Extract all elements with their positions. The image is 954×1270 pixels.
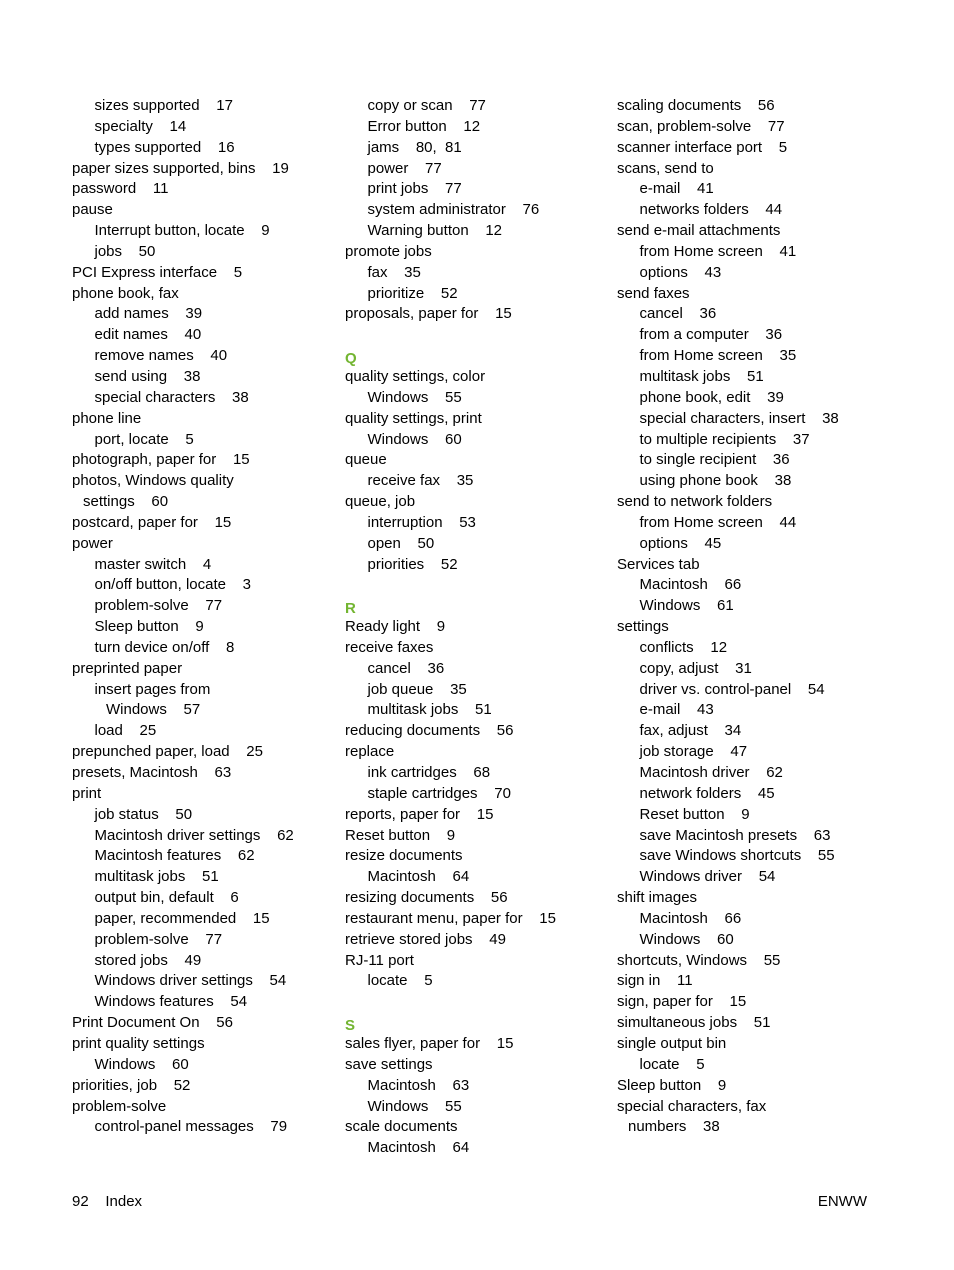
index-entry: quality settings, print <box>345 409 482 427</box>
index-entry: proposals, paper for 15 <box>345 305 512 323</box>
index-entry: Print Document On 56 <box>72 1014 233 1032</box>
index-subentry: Macintosh driver settings 62 <box>94 826 294 844</box>
index-column-2 <box>345 96 615 1159</box>
footer-doc-code: ENWW <box>817 1193 867 1210</box>
index-entry: retrieve stored jobs 49 <box>345 930 506 948</box>
index-subentry: types supported 16 <box>94 138 235 156</box>
index-subentry: from Home screen 44 <box>639 513 797 531</box>
index-subentry: to single recipient 36 <box>639 451 790 469</box>
index-subentry: Macintosh 63 <box>367 1076 470 1094</box>
index-subentry: Windows 60 <box>639 930 734 948</box>
index-subentry: stored jobs 49 <box>94 951 202 969</box>
index-subentry: options 43 <box>639 263 722 281</box>
index-subentry: add names 39 <box>94 305 203 323</box>
footer-page-label: 92 Index <box>72 1193 143 1210</box>
index-entry: shift images <box>617 889 698 907</box>
index-entry: simultaneous jobs 51 <box>617 1014 771 1032</box>
index-subentry: send using 38 <box>94 367 201 385</box>
index-subentry: problem-solve 77 <box>94 597 223 615</box>
index-subentry: job queue 35 <box>367 680 467 698</box>
index-subentry: driver vs. control-panel 54 <box>639 680 825 698</box>
index-entry: Reset button 9 <box>345 826 456 844</box>
index-entry: scanner interface port 5 <box>617 138 788 156</box>
index-entry: postcard, paper for 15 <box>72 513 232 531</box>
index-subentry: Windows 60 <box>94 1055 189 1073</box>
index-entry: reports, paper for 15 <box>345 805 494 823</box>
index-subentry: on/off button, locate 3 <box>94 576 252 594</box>
index-entry: receive faxes <box>345 638 434 656</box>
index-subentry: paper, recommended 15 <box>94 909 270 927</box>
index-subentry: to multiple recipients 37 <box>639 430 810 448</box>
index-subentry: Interrupt button, locate 9 <box>94 222 270 240</box>
index-entry: sign in 11 <box>617 972 693 990</box>
index-entry: phone book, fax <box>72 284 179 302</box>
index-subentry: Windows driver 54 <box>639 868 776 886</box>
index-entry: queue <box>345 451 387 469</box>
index-subentry: system administrator 76 <box>367 201 540 219</box>
index-subentry: e-mail 41 <box>639 180 714 198</box>
index-subentry: print jobs 77 <box>367 180 462 198</box>
index-entry: PCI Express interface 5 <box>72 263 243 281</box>
index-entry: photograph, paper for 15 <box>72 451 250 469</box>
index-entry: problem-solve <box>72 1097 167 1115</box>
index-subentry: special characters, insert 38 <box>639 409 839 427</box>
index-subentry: priorities 52 <box>367 555 458 573</box>
index-subentry: specialty 14 <box>94 117 187 135</box>
index-entry: scans, send to <box>617 159 714 177</box>
index-entry: special characters, fax <box>617 1097 767 1115</box>
index-entry: print <box>72 784 102 802</box>
index-subentry: Windows 61 <box>639 597 734 615</box>
index-subentry: Macintosh 66 <box>639 576 742 594</box>
index-entry: Services tab <box>617 555 700 573</box>
index-subentry: staple cartridges 70 <box>367 784 511 802</box>
index-subentry: load 25 <box>94 722 157 740</box>
index-subentry: networks folders 44 <box>639 201 783 219</box>
index-subentry: save Macintosh presets 63 <box>639 826 831 844</box>
index-entry: Sleep button 9 <box>617 1076 727 1094</box>
index-subentry: Macintosh 64 <box>367 868 470 886</box>
index-entry: send to network folders <box>617 493 773 511</box>
index-subentry: special characters 38 <box>94 388 249 406</box>
index-entry: resizing documents 56 <box>345 889 508 907</box>
index-entry: reducing documents 56 <box>345 722 514 740</box>
index-subentry: from Home screen 41 <box>639 242 797 260</box>
index-subentry: power 77 <box>367 159 442 177</box>
index-entry: send faxes <box>617 284 690 302</box>
index-entry: resize documents <box>345 847 463 865</box>
index-subentry: sizes supported 17 <box>94 97 233 114</box>
index-entry: scale documents <box>345 1118 458 1136</box>
index-subentry: Reset button 9 <box>639 805 750 823</box>
index-subentry: ink cartridges 68 <box>367 764 491 781</box>
index-entry: RJ-11 port <box>345 951 414 969</box>
index-entry: password 11 <box>72 180 169 198</box>
index-subentry: using phone book 38 <box>639 472 792 490</box>
index-entry: print quality settings <box>72 1034 205 1052</box>
index-subentry: Macintosh 64 <box>367 1139 470 1157</box>
index-subentry: receive fax 35 <box>367 472 474 490</box>
index-entry: replace <box>345 743 395 761</box>
index-subentry: edit names 40 <box>94 326 202 344</box>
index-subentry: problem-solve 77 <box>94 930 223 948</box>
index-subentry: Warning button 12 <box>367 222 503 240</box>
index-subentry: multitask jobs 51 <box>367 701 492 719</box>
index-entry: preprinted paper <box>72 659 183 677</box>
index-entry: shortcuts, Windows 55 <box>617 951 781 969</box>
index-subentry: open 50 <box>367 534 435 552</box>
index-entry: power <box>72 534 113 552</box>
index-subentry: fax, adjust 34 <box>639 722 742 740</box>
index-subentry: fax 35 <box>367 263 421 281</box>
index-entry: photos, Windows quality <box>72 472 234 490</box>
index-subentry: Macintosh features 62 <box>94 847 255 865</box>
index-entry: scan, problem-solve 77 <box>617 117 785 135</box>
index-subentry: network folders 45 <box>639 784 775 802</box>
index-subentry: phone book, edit 39 <box>639 388 784 406</box>
index-subentry: Windows 55 <box>367 1097 462 1115</box>
index-subentry: Error button 12 <box>367 117 481 135</box>
index-subentry: Macintosh driver 62 <box>639 764 783 781</box>
index-subentry: Windows 60 <box>367 430 462 448</box>
index-section-heading: R <box>345 600 356 618</box>
index-subentry: numbers 38 <box>628 1118 720 1136</box>
index-section-heading: Q <box>345 350 357 368</box>
index-subentry: cancel 36 <box>367 659 445 677</box>
index-column-1 <box>72 96 342 1138</box>
index-entry: Ready light 9 <box>345 618 446 636</box>
index-subentry: cancel 36 <box>639 305 717 323</box>
index-column-3 <box>617 96 887 1138</box>
index-subentry: Sleep button 9 <box>94 618 204 636</box>
index-entry: settings <box>617 618 669 636</box>
index-subentry: copy or scan 77 <box>367 97 486 114</box>
index-entry: sign, paper for 15 <box>617 993 747 1011</box>
index-subentry: port, locate 5 <box>94 430 194 448</box>
index-entry: scaling documents 56 <box>617 97 775 114</box>
index-subentry: locate 5 <box>367 972 433 990</box>
index-entry: send e-mail attachments <box>617 222 781 240</box>
index-subentry: Windows driver settings 54 <box>94 972 287 990</box>
index-entry: prepunched paper, load 25 <box>72 743 263 761</box>
index-subentry: multitask jobs 51 <box>639 367 764 385</box>
index-subentry: save Windows shortcuts 55 <box>639 847 835 865</box>
index-entry: presets, Macintosh 63 <box>72 764 232 781</box>
index-entry: promote jobs <box>345 242 432 260</box>
index-subentry: interruption 53 <box>367 513 476 531</box>
index-entry: sales flyer, paper for 15 <box>345 1034 514 1052</box>
index-entry: phone line <box>72 409 142 427</box>
index-subentry: control-panel messages 79 <box>94 1118 288 1136</box>
index-entry: priorities, job 52 <box>72 1076 191 1094</box>
index-subentry: multitask jobs 51 <box>94 868 219 886</box>
index-subentry: turn device on/off 8 <box>94 638 235 656</box>
index-subentry: e-mail 43 <box>639 701 714 719</box>
index-subentry: options 45 <box>639 534 722 552</box>
index-subentry: jobs 50 <box>94 242 156 260</box>
index-subentry: output bin, default 6 <box>94 889 239 907</box>
index-entry: save settings <box>345 1055 433 1073</box>
index-section-heading: S <box>345 1017 356 1035</box>
index-entry: restaurant menu, paper for 15 <box>345 909 556 927</box>
index-subentry: jams 80, 81 <box>367 138 462 156</box>
index-entry: quality settings, color <box>345 367 486 385</box>
index-entry: paper sizes supported, bins 19 <box>72 159 289 177</box>
index-subentry: master switch 4 <box>94 555 212 573</box>
index-subentry: locate 5 <box>639 1055 705 1073</box>
index-subentry: Windows features 54 <box>94 993 248 1011</box>
index-subentry: Windows 55 <box>367 388 462 406</box>
index-subentry: remove names 40 <box>94 347 228 365</box>
index-subentry: Macintosh 66 <box>639 909 742 927</box>
index-entry: pause <box>72 201 113 219</box>
index-entry: queue, job <box>345 493 416 511</box>
index-subentry: prioritize 52 <box>367 284 458 302</box>
index-subentry: job status 50 <box>94 805 193 823</box>
index-subentry: insert pages from <box>94 680 211 698</box>
index-subentry: job storage 47 <box>639 743 748 761</box>
index-entry: single output bin <box>617 1034 727 1052</box>
index-subentry: from Home screen 35 <box>639 347 797 365</box>
index-subentry: copy, adjust 31 <box>639 659 752 677</box>
index-subentry: from a computer 36 <box>639 326 783 344</box>
index-subentry: settings 60 <box>83 493 169 511</box>
index-subentry: conflicts 12 <box>639 638 728 656</box>
index-subentry: Windows 57 <box>106 701 201 719</box>
